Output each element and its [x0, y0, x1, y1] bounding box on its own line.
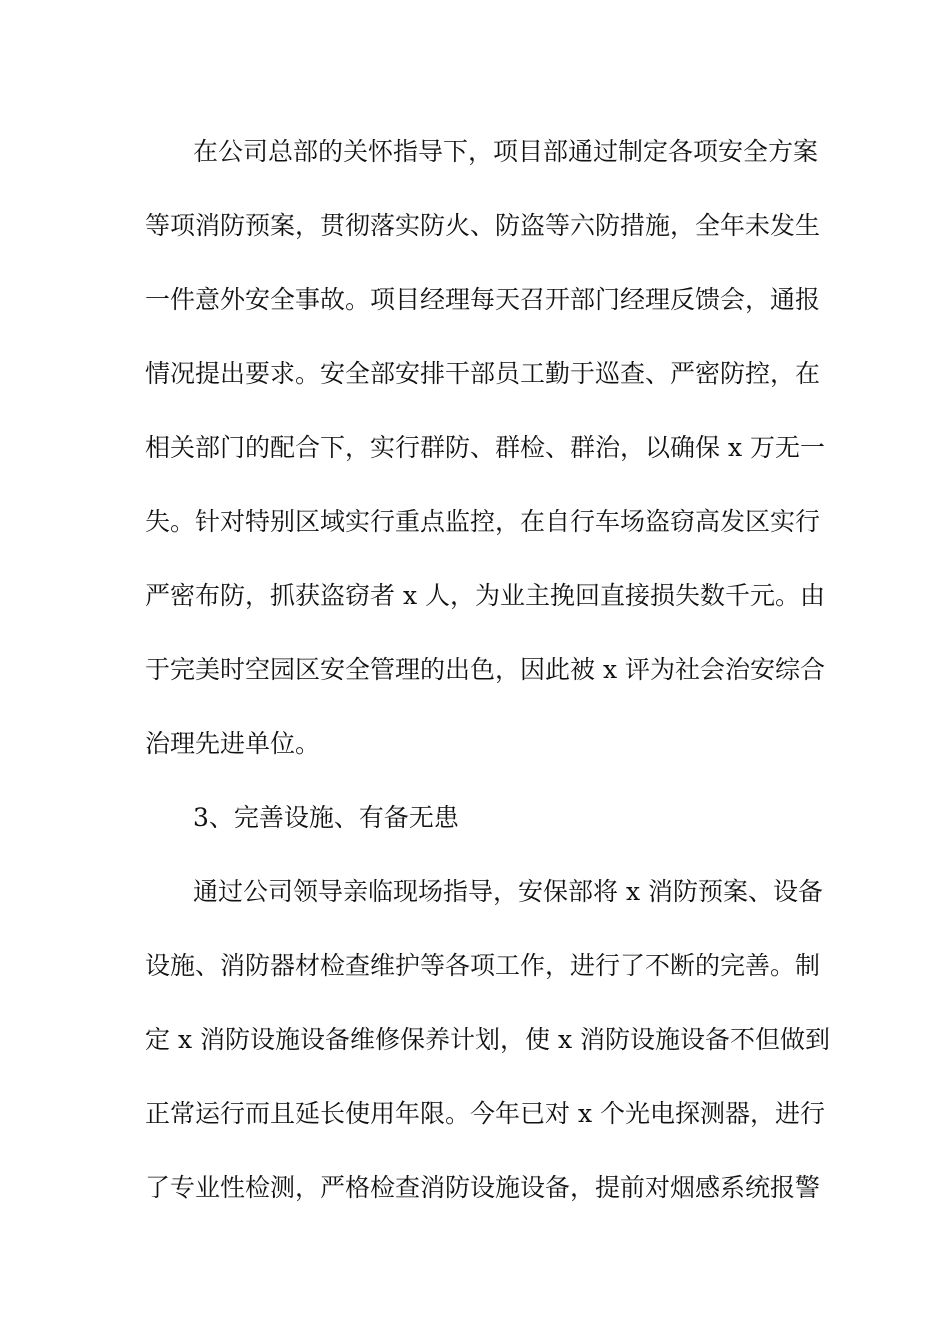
paragraph-1-line-4: 情况提出要求。安全部安排干部员工勤于巡查、严密防控，在 [145, 359, 821, 388]
paragraph-1-line-6: 失。针对特别区域实行重点监控，在自行车场盗窃高发区实行 [145, 507, 821, 536]
paragraph-1-line-5: 相关部门的配合下，实行群防、群检、群治，以确保 x 万无一 [145, 433, 825, 462]
paragraph-2-line-3: 定 x 消防设施设备维修保养计划，使 x 消防设施设备不但做到 [145, 1025, 830, 1054]
paragraph-1-line-8: 于完美时空园区安全管理的出色，因此被 x 评为社会治安综合 [145, 655, 825, 684]
paragraph-1-line-7: 严密布防，抓获盗窃者 x 人，为业主挽回直接损失数千元。由 [145, 581, 825, 610]
paragraph-1-line-9: 治理先进单位。 [145, 729, 321, 758]
paragraph-2-line-1: 通过公司领导亲临现场指导，安保部将 x 消防预案、设备 [193, 877, 823, 906]
paragraph-2-line-5: 了专业性检测，严格检查消防设施设备，提前对烟感系统报警 [145, 1173, 821, 1202]
paragraph-2-line-2: 设施、消防器材检查维护等各项工作，进行了不断的完善。制 [145, 951, 821, 980]
paragraph-1-line-2: 等项消防预案，贯彻落实防火、防盗等六防措施，全年未发生 [145, 211, 821, 240]
paragraph-2-line-4: 正常运行而且延长使用年限。今年已对 x 个光电探测器，进行 [145, 1099, 825, 1128]
paragraph-1-line-1: 在公司总部的关怀指导下，项目部通过制定各项安全方案 [193, 137, 819, 166]
paragraph-1-line-3: 一件意外安全事故。项目经理每天召开部门经理反馈会，通报 [145, 285, 821, 314]
section-heading: 3、完善设施、有备无患 [193, 803, 459, 832]
